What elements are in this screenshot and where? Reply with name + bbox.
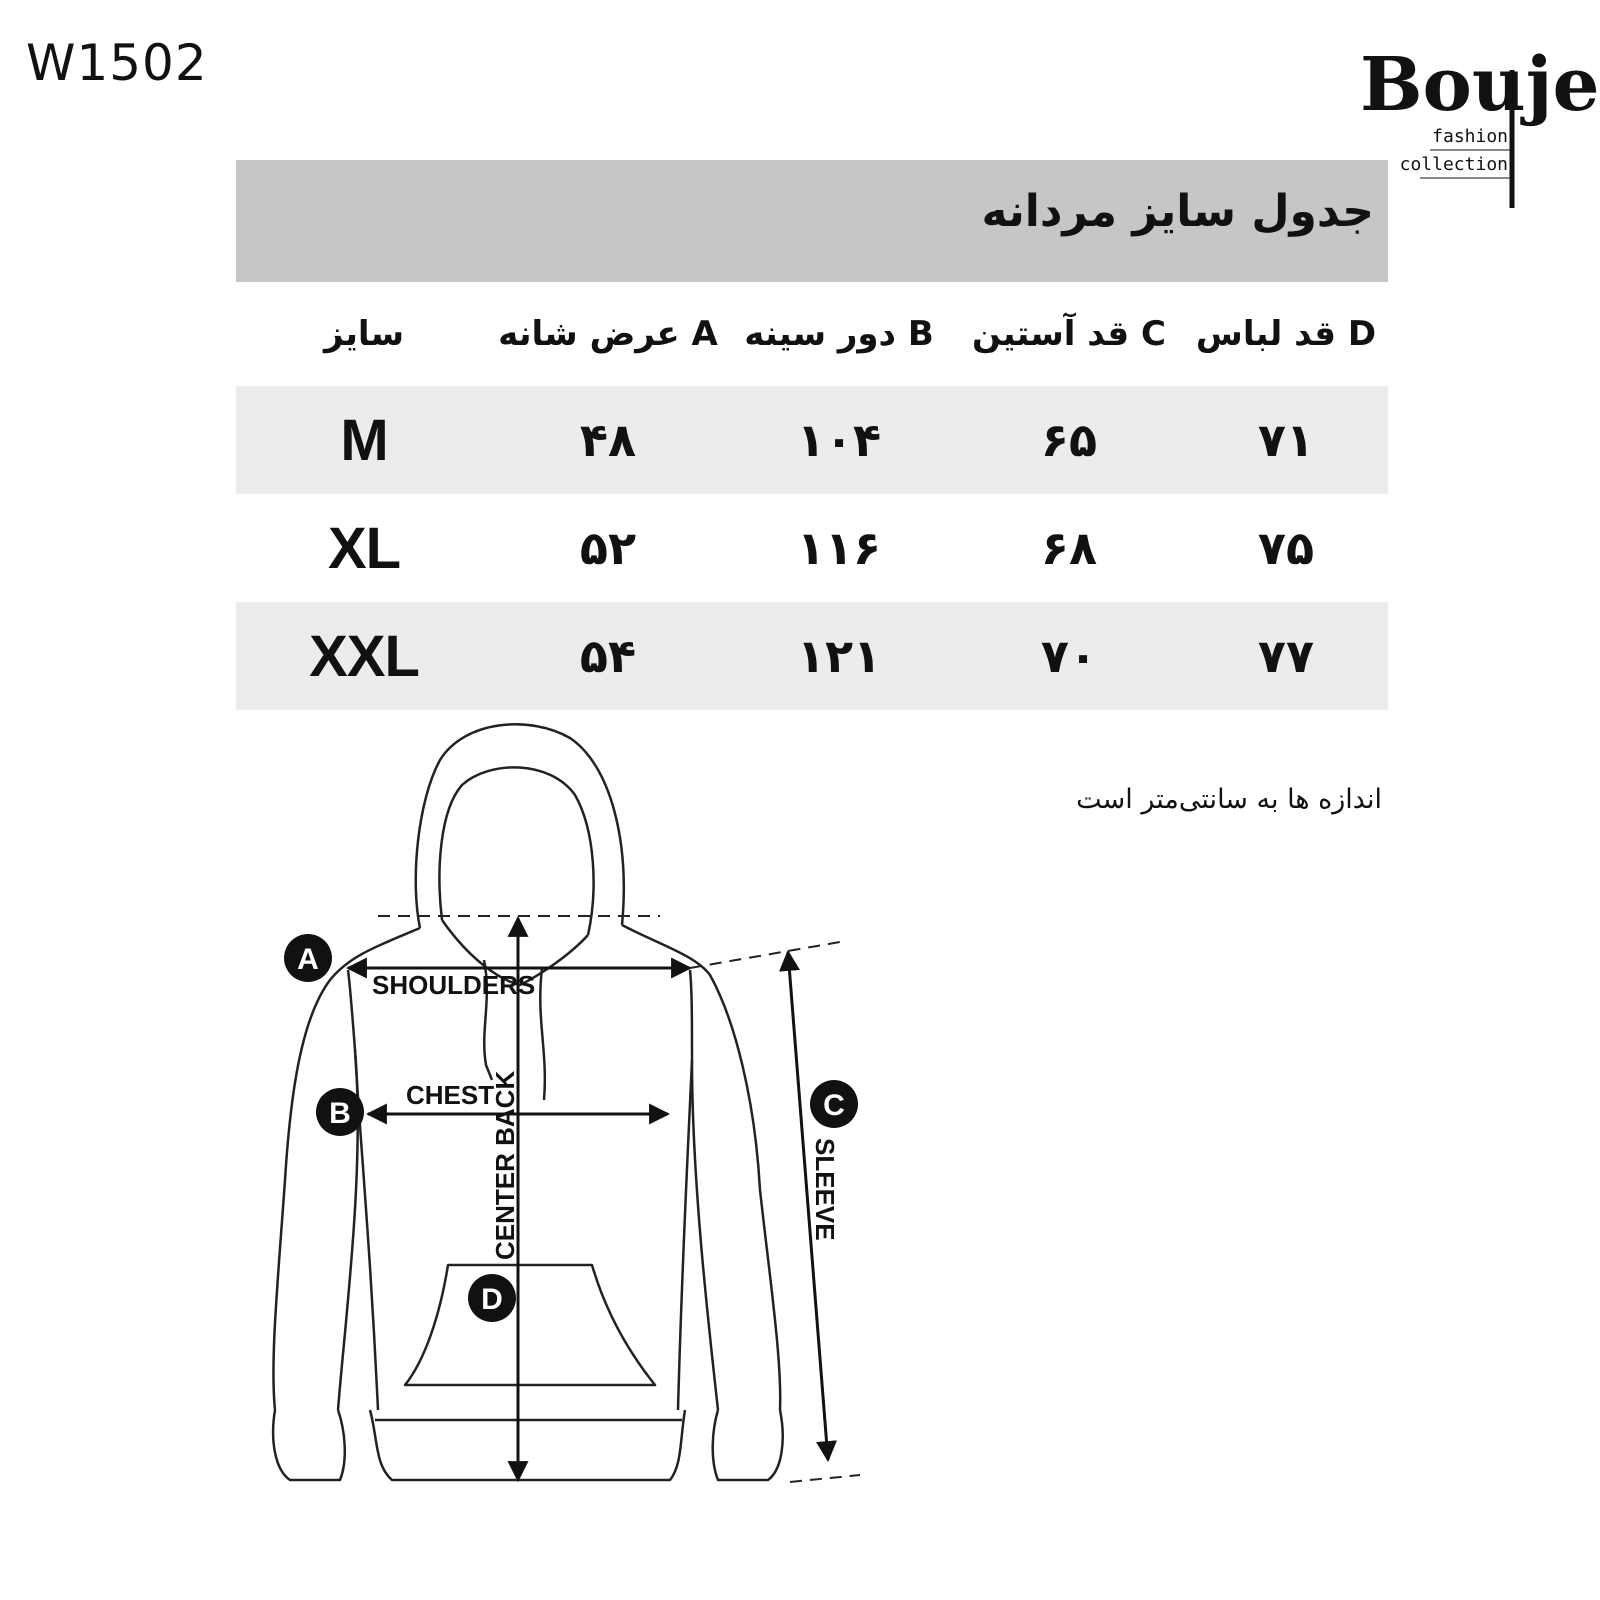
row-b: ۱۰۴ [796,413,882,467]
header-b-label: B دور سینه [744,314,934,354]
product-code: W1502 [26,34,208,92]
row-c: ۶۵ [1040,413,1098,467]
header-a-label: A عرض شانه [498,314,718,354]
row-a: ۴۸ [579,413,637,467]
row-a: ۵۴ [579,629,637,683]
table-row [236,602,1388,710]
header-c-label: C قد آستین [972,314,1166,354]
table-title: جدول سایز مردانه [981,186,1374,237]
header-d-label: D قد لباس [1195,314,1377,354]
table-header-row [236,282,1388,386]
badge-a-label: A [297,943,319,976]
header-b [724,314,954,354]
row-a: ۵۲ [579,521,637,575]
chest-label: CHEST [406,1080,495,1110]
hoodie-illustration [230,720,910,1530]
brand-logo [1360,30,1600,215]
table-row [236,494,1388,602]
row-d: ۷۷ [1257,629,1315,683]
row-size: XL [327,515,401,581]
row-d: ۷۵ [1257,521,1315,575]
badge-a [284,934,332,982]
brand-name: Bouje [1360,42,1600,128]
table-title-bar [236,160,1388,282]
row-size: M [340,407,388,473]
badge-c-label: C [823,1089,845,1122]
brand-tagline-2: collection [1399,154,1508,175]
center-back-label: CENTER BACK [490,1070,520,1260]
row-c: ۷۰ [1040,629,1098,683]
brand-tagline-1: fashion [1432,126,1508,147]
badge-b-label: B [329,1097,351,1130]
badge-c [810,1080,858,1128]
header-a [492,314,724,354]
badge-b [316,1088,364,1136]
row-d: ۷۱ [1257,413,1315,467]
row-b: ۱۲۱ [796,629,882,683]
header-size [236,314,492,354]
shoulders-label: SHOULDERS [372,970,536,1000]
row-b: ۱۱۶ [796,521,882,575]
badge-d-label: D [481,1283,503,1316]
brand-logo-graphic [1360,30,1600,215]
header-size-label: سایز [323,314,405,354]
header-c [954,314,1184,354]
table-row [236,386,1388,494]
units-note: اندازه ها به سانتی‌متر است [1076,784,1382,815]
header-d [1184,314,1388,354]
row-c: ۶۸ [1040,521,1098,575]
sleeve-label: SLEEVE [810,1138,840,1241]
row-size: XXL [309,623,419,689]
badge-d [468,1274,516,1322]
size-table [236,160,1388,710]
hoodie-diagram [230,720,910,1530]
